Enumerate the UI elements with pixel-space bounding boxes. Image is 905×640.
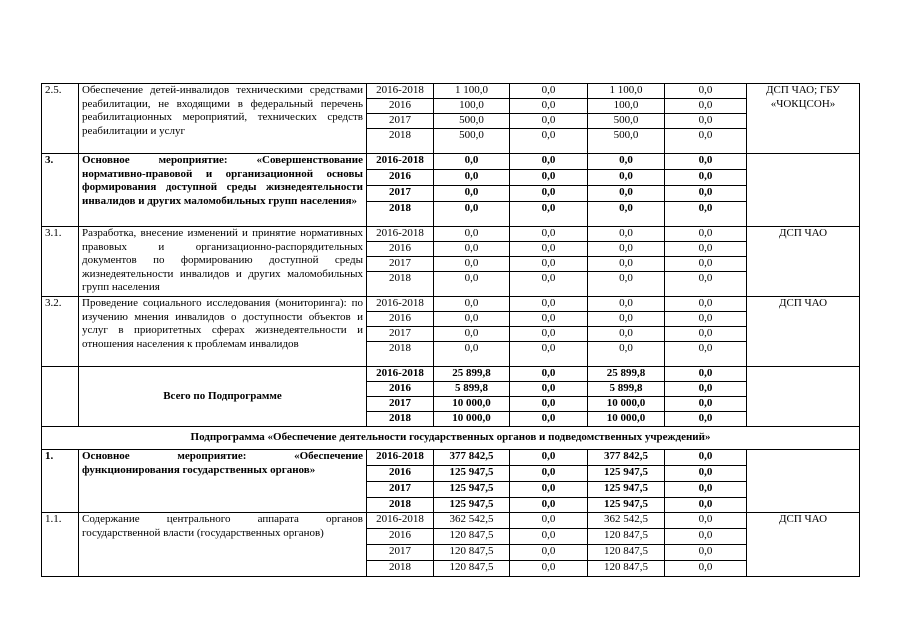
- period-cell: 2018: [367, 202, 434, 227]
- regional-cell: 125 947,5: [588, 482, 665, 498]
- measure-title: Проведение социального исследования (мониторинга): по изучению мнения инвалидов о доступности объектов и услуг в приоритетных сферах жизнедеятельности и отношения населения к проблемам инвалидов: [79, 297, 367, 367]
- period-cell: 2017: [367, 482, 434, 498]
- other-cell: 0,0: [665, 129, 747, 154]
- table-row: [42, 450, 860, 466]
- regional-cell: 362 542,5: [588, 513, 665, 529]
- federal-cell: 0,0: [510, 84, 588, 99]
- row-number: [42, 367, 79, 427]
- period-cell: 2017: [367, 397, 434, 412]
- other-cell: 0,0: [665, 545, 747, 561]
- federal-cell: 0,0: [510, 450, 588, 466]
- regional-cell: 0,0: [588, 272, 665, 297]
- regional-cell: 125 947,5: [588, 498, 665, 513]
- total-cell: 125 947,5: [434, 466, 510, 482]
- total-cell: 0,0: [434, 154, 510, 170]
- total-cell: 10 000,0: [434, 397, 510, 412]
- other-cell: 0,0: [665, 498, 747, 513]
- federal-cell: 0,0: [510, 257, 588, 272]
- other-cell: 0,0: [665, 412, 747, 427]
- other-cell: 0,0: [665, 257, 747, 272]
- total-cell: 100,0: [434, 99, 510, 114]
- total-cell: 120 847,5: [434, 545, 510, 561]
- executor-cell: ДСП ЧАО: [747, 513, 860, 577]
- row-number: 3.1.: [42, 227, 79, 297]
- other-cell: 0,0: [665, 397, 747, 412]
- measure-title: Всего по Подпрограмме: [79, 367, 367, 427]
- regional-cell: 120 847,5: [588, 529, 665, 545]
- table-row: [42, 227, 860, 242]
- other-cell: 0,0: [665, 382, 747, 397]
- regional-cell: 125 947,5: [588, 466, 665, 482]
- federal-cell: 0,0: [510, 312, 588, 327]
- other-cell: 0,0: [665, 242, 747, 257]
- period-cell: 2018: [367, 342, 434, 367]
- total-cell: 0,0: [434, 227, 510, 242]
- federal-cell: 0,0: [510, 297, 588, 312]
- other-cell: 0,0: [665, 367, 747, 382]
- regional-cell: 0,0: [588, 202, 665, 227]
- other-cell: 0,0: [665, 154, 747, 170]
- federal-cell: 0,0: [510, 482, 588, 498]
- measure-title: Содержание центрального аппарата органов государственной власти (государственных органов): [79, 513, 367, 577]
- regional-cell: 120 847,5: [588, 545, 665, 561]
- other-cell: 0,0: [665, 466, 747, 482]
- period-cell: 2016: [367, 170, 434, 186]
- period-cell: 2016: [367, 99, 434, 114]
- period-cell: 2017: [367, 545, 434, 561]
- total-cell: 377 842,5: [434, 450, 510, 466]
- total-cell: 0,0: [434, 272, 510, 297]
- total-cell: 0,0: [434, 342, 510, 367]
- measure-title: Основное мероприятие: «Обеспечение функционирования государственных органов»: [79, 450, 367, 513]
- period-cell: 2016: [367, 466, 434, 482]
- period-cell: 2016-2018: [367, 227, 434, 242]
- executor-cell: ДСП ЧАО; ГБУ «ЧОКЦСОН»: [747, 84, 860, 154]
- period-cell: 2016: [367, 382, 434, 397]
- period-cell: 2018: [367, 498, 434, 513]
- federal-cell: 0,0: [510, 170, 588, 186]
- regional-cell: 0,0: [588, 257, 665, 272]
- period-cell: 2017: [367, 327, 434, 342]
- row-number: 3.: [42, 154, 79, 227]
- executor-cell: ДСП ЧАО: [747, 297, 860, 367]
- period-cell: 2016: [367, 242, 434, 257]
- federal-cell: 0,0: [510, 498, 588, 513]
- period-cell: 2016: [367, 312, 434, 327]
- total-cell: 362 542,5: [434, 513, 510, 529]
- other-cell: 0,0: [665, 482, 747, 498]
- total-cell: 0,0: [434, 202, 510, 227]
- regional-cell: 500,0: [588, 129, 665, 154]
- other-cell: 0,0: [665, 114, 747, 129]
- period-cell: 2017: [367, 186, 434, 202]
- other-cell: 0,0: [665, 327, 747, 342]
- federal-cell: 0,0: [510, 272, 588, 297]
- total-cell: 500,0: [434, 129, 510, 154]
- federal-cell: 0,0: [510, 99, 588, 114]
- federal-cell: 0,0: [510, 529, 588, 545]
- federal-cell: 0,0: [510, 513, 588, 529]
- total-cell: 120 847,5: [434, 561, 510, 577]
- period-cell: 2016-2018: [367, 297, 434, 312]
- other-cell: 0,0: [665, 272, 747, 297]
- regional-cell: 0,0: [588, 242, 665, 257]
- federal-cell: 0,0: [510, 129, 588, 154]
- other-cell: 0,0: [665, 186, 747, 202]
- other-cell: 0,0: [665, 529, 747, 545]
- other-cell: 0,0: [665, 99, 747, 114]
- budget-table: [41, 83, 860, 577]
- regional-cell: 100,0: [588, 99, 665, 114]
- executor-cell: [747, 154, 860, 227]
- measure-title: Разработка, внесение изменений и принятие нормативных правовых и организационно-распорядительных документов по формированию доступной среды жизнедеятельности инвалидов и других маломобильных групп населения: [79, 227, 367, 297]
- row-number: 2.5.: [42, 84, 79, 154]
- total-cell: 1 100,0: [434, 84, 510, 99]
- total-cell: 0,0: [434, 242, 510, 257]
- federal-cell: 0,0: [510, 382, 588, 397]
- period-cell: 2018: [367, 129, 434, 154]
- total-cell: 125 947,5: [434, 498, 510, 513]
- period-cell: 2016-2018: [367, 450, 434, 466]
- federal-cell: 0,0: [510, 242, 588, 257]
- regional-cell: 5 899,8: [588, 382, 665, 397]
- period-cell: 2016-2018: [367, 367, 434, 382]
- other-cell: 0,0: [665, 170, 747, 186]
- regional-cell: 0,0: [588, 312, 665, 327]
- other-cell: 0,0: [665, 561, 747, 577]
- federal-cell: 0,0: [510, 327, 588, 342]
- executor-cell: [747, 450, 860, 513]
- regional-cell: 377 842,5: [588, 450, 665, 466]
- period-cell: 2018: [367, 561, 434, 577]
- other-cell: 0,0: [665, 297, 747, 312]
- total-cell: 0,0: [434, 257, 510, 272]
- table-row: [42, 513, 860, 529]
- period-cell: 2017: [367, 114, 434, 129]
- regional-cell: 10 000,0: [588, 397, 665, 412]
- other-cell: 0,0: [665, 202, 747, 227]
- total-cell: 125 947,5: [434, 482, 510, 498]
- regional-cell: 0,0: [588, 170, 665, 186]
- federal-cell: 0,0: [510, 154, 588, 170]
- total-cell: 120 847,5: [434, 529, 510, 545]
- federal-cell: 0,0: [510, 202, 588, 227]
- regional-cell: 1 100,0: [588, 84, 665, 99]
- regional-cell: 500,0: [588, 114, 665, 129]
- federal-cell: 0,0: [510, 561, 588, 577]
- federal-cell: 0,0: [510, 342, 588, 367]
- federal-cell: 0,0: [510, 397, 588, 412]
- total-cell: 5 899,8: [434, 382, 510, 397]
- executor-cell: [747, 367, 860, 427]
- regional-cell: 0,0: [588, 227, 665, 242]
- regional-cell: 0,0: [588, 186, 665, 202]
- row-number: 3.2.: [42, 297, 79, 367]
- table-row: [42, 297, 860, 312]
- federal-cell: 0,0: [510, 545, 588, 561]
- other-cell: 0,0: [665, 450, 747, 466]
- measure-title: Обеспечение детей-инвалидов техническими средствами реабилитации, не входящими в федеральный перечень реабилитационных мероприятий, технических средств реабилитации и услуг: [79, 84, 367, 154]
- subprogram-row: [42, 427, 860, 450]
- federal-cell: 0,0: [510, 114, 588, 129]
- subprogram-title: Подпрограмма «Обеспечение деятельности государственных органов и подведомственных учреждений»: [42, 427, 860, 450]
- federal-cell: 0,0: [510, 412, 588, 427]
- total-cell: 0,0: [434, 170, 510, 186]
- other-cell: 0,0: [665, 84, 747, 99]
- table-row: [42, 154, 860, 170]
- total-cell: 0,0: [434, 186, 510, 202]
- federal-cell: 0,0: [510, 186, 588, 202]
- regional-cell: 120 847,5: [588, 561, 665, 577]
- period-cell: 2016-2018: [367, 154, 434, 170]
- regional-cell: 0,0: [588, 342, 665, 367]
- period-cell: 2018: [367, 272, 434, 297]
- table-row: [42, 367, 860, 382]
- regional-cell: 25 899,8: [588, 367, 665, 382]
- other-cell: 0,0: [665, 342, 747, 367]
- regional-cell: 0,0: [588, 297, 665, 312]
- executor-cell: ДСП ЧАО: [747, 227, 860, 297]
- federal-cell: 0,0: [510, 367, 588, 382]
- total-cell: 10 000,0: [434, 412, 510, 427]
- other-cell: 0,0: [665, 227, 747, 242]
- regional-cell: 0,0: [588, 154, 665, 170]
- table-row: [42, 84, 860, 99]
- row-number: 1.: [42, 450, 79, 513]
- total-cell: 0,0: [434, 312, 510, 327]
- period-cell: 2016-2018: [367, 84, 434, 99]
- measure-title: Основное мероприятие: «Совершенствование нормативно-правовой и организационной основы формирования доступной среды жизнедеятельности инвалидов и других маломобильных групп населения»: [79, 154, 367, 227]
- total-cell: 500,0: [434, 114, 510, 129]
- other-cell: 0,0: [665, 513, 747, 529]
- total-cell: 0,0: [434, 297, 510, 312]
- period-cell: 2016: [367, 529, 434, 545]
- total-cell: 25 899,8: [434, 367, 510, 382]
- federal-cell: 0,0: [510, 466, 588, 482]
- regional-cell: 10 000,0: [588, 412, 665, 427]
- row-number: 1.1.: [42, 513, 79, 577]
- total-cell: 0,0: [434, 327, 510, 342]
- period-cell: 2017: [367, 257, 434, 272]
- federal-cell: 0,0: [510, 227, 588, 242]
- regional-cell: 0,0: [588, 327, 665, 342]
- period-cell: 2016-2018: [367, 513, 434, 529]
- period-cell: 2018: [367, 412, 434, 427]
- other-cell: 0,0: [665, 312, 747, 327]
